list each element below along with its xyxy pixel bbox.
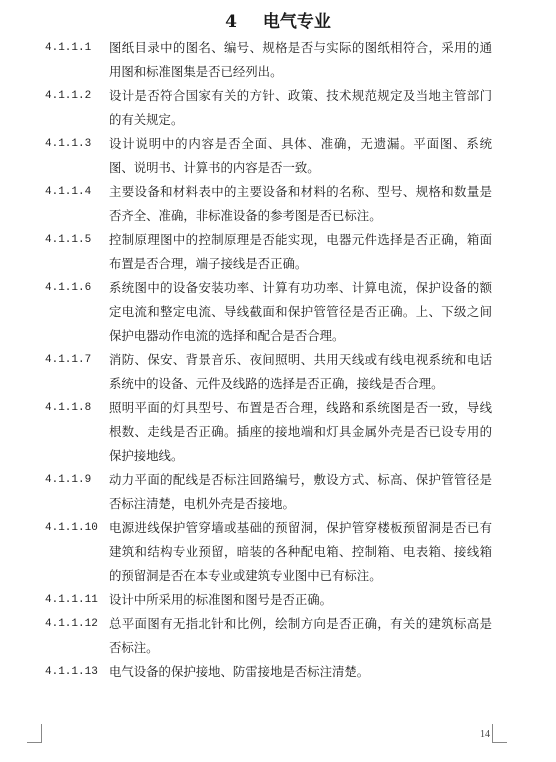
- item-text: 电源进线保护管穿墙或基础的预留洞，保护管穿楼板预留洞是否已有建筑和结构专业预留，暗装的各种配电箱、控制箱、电表箱、接线箱的预留洞是否在本专业或建筑专业图中已有标注。: [109, 520, 492, 583]
- item-text: 消防、保安、背景音乐、夜间照明、共用天线或有线电视系统和电话系统中的设备、元件及线路的选择是否正确，接线是否合理。: [109, 352, 492, 391]
- item-number: 4.1.1.1: [45, 42, 92, 54]
- list-item: [0, 516, 556, 588]
- item-text: 设计说明中的内容是否全面、具体、准确，无遗漏。平面图、系统图、说明书、计算书的内容是否一致。: [109, 136, 492, 175]
- item-text: 设计是否符合国家有关的方针、政策、技术规范规定及当地主管部门的有关规定。: [109, 88, 492, 127]
- item-text: 系统图中的设备安装功率、计算有功功率、计算电流，保护设备的额定电流和整定电流、导线截面和保护管管径是否正确。上、下级之间保护电器动作电流的选择和配合是否合理。: [109, 280, 492, 343]
- list-item: [0, 348, 556, 396]
- item-number: 4.1.1.2: [45, 90, 92, 102]
- list-item: [0, 612, 556, 660]
- section-number: 4: [225, 12, 237, 32]
- checklist: [0, 36, 556, 684]
- item-number: 4.1.1.7: [45, 354, 92, 366]
- item-text: 主要设备和材料表中的主要设备和材料的名称、型号、规格和数量是否齐全、准确，非标准设备的参考图是否已标注。: [109, 184, 492, 223]
- item-number: 4.1.1.13: [45, 666, 98, 678]
- item-text: 控制原理图中的控制原理是否能实现，电器元件选择是否正确，箱面布置是否合理，端子接线是否正确。: [109, 232, 492, 271]
- item-number: 4.1.1.9: [45, 474, 92, 486]
- list-item: [0, 468, 556, 516]
- section-title: 电气专业: [262, 12, 331, 32]
- list-item: [0, 36, 556, 84]
- item-number: 4.1.1.8: [45, 402, 92, 414]
- section-heading: [0, 10, 556, 34]
- item-number: 4.1.1.10: [45, 522, 98, 534]
- list-item: [0, 660, 556, 684]
- list-item: [0, 588, 556, 612]
- item-text: 总平面图有无指北针和比例，绘制方向是否正确，有关的建筑标高是否标注。: [109, 616, 492, 655]
- item-number: 4.1.1.3: [45, 138, 92, 150]
- list-item: [0, 84, 556, 132]
- item-text: 图纸目录中的图名、编号、规格是否与实际的图纸相符合，采用的通用图和标准图集是否已经列出。: [109, 40, 492, 79]
- list-item: [0, 228, 556, 276]
- list-item: [0, 396, 556, 468]
- item-text: 电气设备的保护接地、防雷接地是否标注清楚。: [109, 664, 370, 679]
- list-item: [0, 132, 556, 180]
- item-text: 设计中所采用的标准图和图号是否正确。: [109, 592, 333, 607]
- list-item: [0, 276, 556, 348]
- crop-mark-left: [27, 724, 42, 743]
- item-text: 动力平面的配线是否标注回路编号，敷设方式、标高、保护管管径是否标注清楚，电机外壳是否接地。: [109, 472, 492, 511]
- item-text: 照明平面的灯具型号、布置是否合理，线路和系统图是否一致，导线根数、走线是否正确。插座的接地端和灯具金属外壳是否已设专用的保护接地线。: [109, 400, 492, 463]
- crop-mark-right: [492, 724, 507, 743]
- item-number: 4.1.1.12: [45, 618, 98, 630]
- page-number: 14: [480, 729, 490, 740]
- item-number: 4.1.1.5: [45, 234, 92, 246]
- item-number: 4.1.1.11: [45, 594, 98, 606]
- item-number: 4.1.1.4: [45, 186, 92, 198]
- item-number: 4.1.1.6: [45, 282, 92, 294]
- list-item: [0, 180, 556, 228]
